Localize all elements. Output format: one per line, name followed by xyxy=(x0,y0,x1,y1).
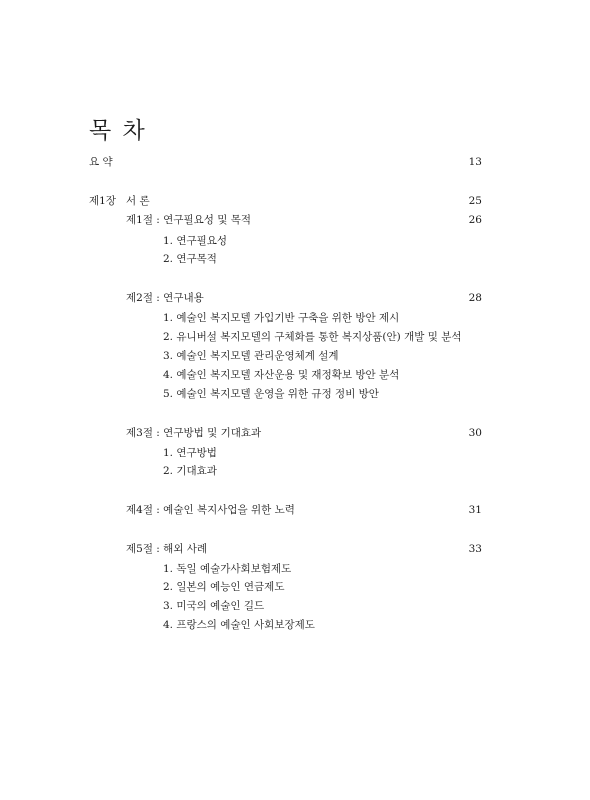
toc-entry-summary: 요 약 xyxy=(89,156,113,168)
page-title: 목 차 xyxy=(89,118,147,144)
toc-section: 제2절 : 연구내용 xyxy=(126,292,204,304)
toc-subsection: 4. 예술인 복지모델 자산운용 및 재정확보 방안 분석 xyxy=(163,369,400,381)
toc-section: 제5절 : 해외 사례 xyxy=(126,543,208,555)
toc-page-number: 28 xyxy=(468,292,482,304)
toc-subsection: 4. 프랑스의 예술인 사회보장제도 xyxy=(163,619,315,631)
toc-section: 제4절 : 예술인 복지사업을 위한 노력 xyxy=(126,504,295,516)
toc-chapter-label: 제1장 xyxy=(89,195,116,207)
toc-subsection: 3. 예술인 복지모델 관리운영체계 설계 xyxy=(163,350,339,362)
toc-section: 제3절 : 연구방법 및 기대효과 xyxy=(126,427,262,439)
toc-subsection: 2. 기대효과 xyxy=(163,465,217,477)
toc-subsection: 2. 유니버설 복지모델의 구체화를 통한 복지상품(안) 개발 및 분석 xyxy=(163,331,462,343)
toc-page-number: 31 xyxy=(468,504,482,516)
toc-subsection: 1. 예술인 복지모델 가입기반 구축을 위한 방안 제시 xyxy=(163,312,400,324)
toc-subsection: 5. 예술인 복지모델 운영을 위한 규정 정비 방안 xyxy=(163,388,379,400)
toc-section: 제1절 : 연구필요성 및 목적 xyxy=(126,214,251,226)
toc-subsection: 2. 일본의 예능인 연금제도 xyxy=(163,581,285,593)
toc-page-number: 25 xyxy=(468,195,482,207)
toc-subsection: 2. 연구목적 xyxy=(163,253,217,265)
toc-page-number: 26 xyxy=(468,214,482,226)
toc-page-number: 13 xyxy=(468,156,482,168)
toc-subsection: 1. 연구방법 xyxy=(163,447,217,459)
toc-chapter-title: 서 론 xyxy=(126,195,150,207)
toc-page-number: 33 xyxy=(468,543,482,555)
toc-page-number: 30 xyxy=(468,427,482,439)
toc-subsection: 1. 연구필요성 xyxy=(163,235,228,247)
toc-subsection: 1. 독일 예술가사회보험제도 xyxy=(163,563,292,575)
toc-subsection: 3. 미국의 예술인 길드 xyxy=(163,600,265,612)
